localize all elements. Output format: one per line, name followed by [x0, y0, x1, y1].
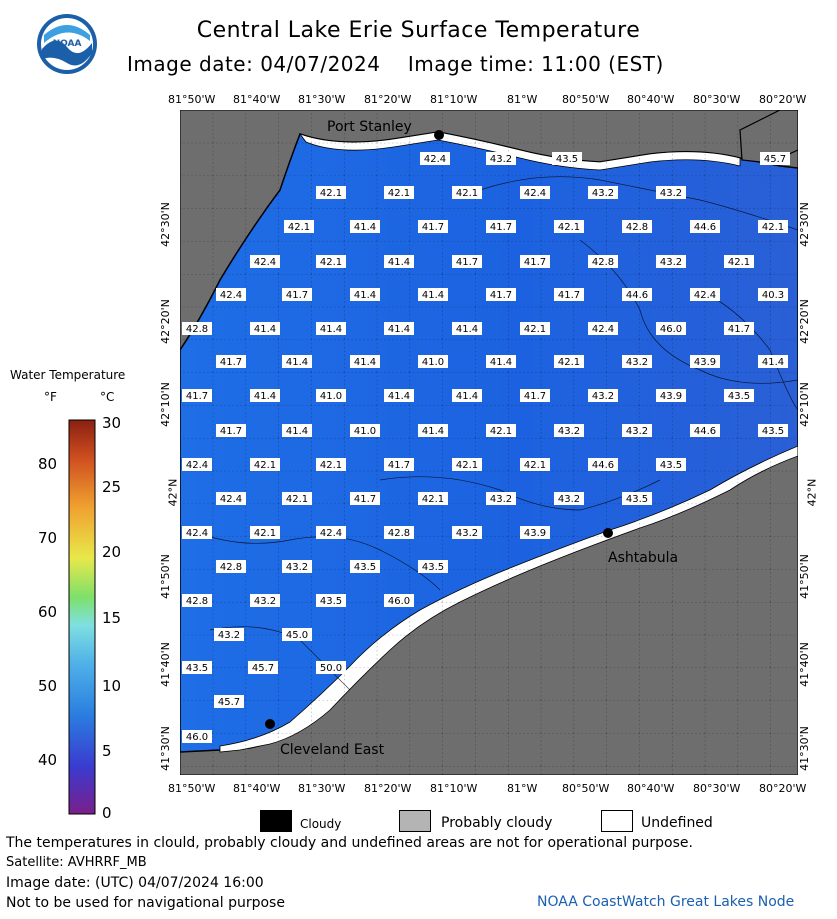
temp-label: 42.1: [253, 460, 277, 471]
lat-tick: 41°30'N: [797, 726, 811, 771]
celsius-tick: 30: [102, 414, 122, 432]
temp-label: 41.4: [421, 290, 445, 301]
temp-label: 43.2: [285, 562, 309, 573]
temp-label: 42.8: [591, 257, 615, 268]
fahrenheit-tick: 60: [38, 603, 58, 621]
probably-cloudy-swatch: [399, 810, 431, 832]
credit-text: NOAA CoastWatch Great Lakes Node: [537, 894, 795, 910]
temp-label: 42.1: [421, 494, 445, 505]
temp-label: 44.6: [625, 290, 649, 301]
lon-tick: 81°50'W: [168, 93, 216, 106]
temp-label: 42.4: [185, 528, 209, 539]
temp-label: 42.1: [455, 460, 479, 471]
lat-tick: 42°20'N: [158, 299, 172, 344]
temp-label: 41.4: [285, 357, 309, 368]
temp-label: 43.2: [253, 596, 277, 607]
temp-label: 42.4: [185, 460, 209, 471]
temperature-map: [180, 110, 798, 775]
temp-label: 41.4: [319, 324, 343, 335]
temp-label: 42.1: [557, 222, 581, 233]
lon-tick: 80°30'W: [693, 782, 741, 795]
temp-label: 41.7: [421, 222, 445, 233]
temperature-colorbar: [68, 418, 96, 816]
temp-label: 42.4: [219, 290, 243, 301]
unit-fahrenheit: °F: [44, 390, 57, 404]
celsius-tick: 0: [102, 804, 112, 822]
temp-label: 42.1: [761, 222, 785, 233]
temp-label: 42.1: [523, 460, 547, 471]
ashtabula-marker: [603, 528, 613, 538]
lat-tick: 42°10'N: [158, 382, 172, 427]
temp-label: 43.2: [557, 426, 581, 437]
temp-label: 42.4: [423, 154, 447, 165]
fahrenheit-tick: 50: [38, 677, 58, 695]
cloudy-label: Cloudy: [300, 817, 342, 831]
temp-label: 44.6: [693, 426, 717, 437]
celsius-tick: 15: [102, 609, 122, 627]
right-latitude-axis: [797, 110, 819, 775]
temp-label: 41.4: [455, 391, 479, 402]
temp-label: 42.8: [387, 528, 411, 539]
lon-tick: 81°40'W: [233, 782, 281, 795]
temp-label: 41.4: [421, 426, 445, 437]
temp-label: 41.4: [489, 357, 513, 368]
lon-tick: 80°50'W: [562, 782, 610, 795]
port-stanley-marker: [434, 130, 444, 140]
temp-label: 41.4: [455, 324, 479, 335]
temp-label: 42.8: [185, 596, 209, 607]
temp-label: 41.4: [387, 324, 411, 335]
temp-label: 42.4: [523, 188, 547, 199]
temp-label: 41.7: [353, 494, 377, 505]
lat-tick: 42°30'N: [797, 202, 811, 247]
temp-label: 43.2: [625, 357, 649, 368]
lat-tick: 42°N: [166, 478, 180, 507]
cleveland-east-label: Cleveland East: [280, 742, 385, 758]
left-latitude-axis: [158, 110, 180, 775]
temp-label: 43.9: [659, 391, 683, 402]
image-date-time: Image date: 04/07/2024 Image time: 11:00 (EST): [127, 52, 664, 76]
temp-label: 42.1: [557, 357, 581, 368]
temp-label: 41.7: [387, 460, 411, 471]
cloudy-swatch: [260, 810, 292, 832]
temp-label: 45.7: [763, 154, 787, 165]
temp-label: 43.5: [761, 426, 785, 437]
lon-tick: 81°W: [507, 93, 538, 106]
lon-tick: 81°40'W: [233, 93, 281, 106]
undefined-swatch: [601, 810, 633, 832]
temp-label: 46.0: [387, 596, 411, 607]
temp-label: 41.4: [387, 391, 411, 402]
temp-label: 41.7: [185, 391, 209, 402]
temp-label: 43.2: [659, 188, 683, 199]
lat-tick: 41°50'N: [797, 554, 811, 599]
temp-label: 46.0: [659, 324, 683, 335]
temp-label: 41.0: [319, 391, 343, 402]
temp-label: 43.2: [217, 630, 241, 641]
temp-label: 41.4: [353, 290, 377, 301]
temp-label: 42.8: [625, 222, 649, 233]
undefined-label: Undefined: [641, 815, 713, 831]
lon-tick: 81°W: [507, 782, 538, 795]
celsius-tick: 5: [102, 742, 112, 760]
graticule: [180, 110, 798, 775]
temp-label: 41.4: [253, 391, 277, 402]
temp-label: 42.4: [219, 494, 243, 505]
temp-label: 41.7: [523, 257, 547, 268]
temp-label: 42.8: [219, 562, 243, 573]
temp-label: 42.1: [319, 188, 343, 199]
temp-label: 43.2: [489, 154, 513, 165]
ashtabula-label: Ashtabula: [608, 550, 679, 566]
temp-label: 43.2: [489, 494, 513, 505]
lon-tick: 81°30'W: [298, 782, 346, 795]
temp-label: 43.5: [421, 562, 445, 573]
temp-label: 42.1: [455, 188, 479, 199]
temp-label: 46.0: [185, 732, 209, 743]
fahrenheit-tick: 70: [38, 529, 58, 547]
temp-label: 43.2: [625, 426, 649, 437]
lat-tick: 42°10'N: [797, 382, 811, 427]
legend-title: Water Temperature: [10, 368, 126, 382]
temp-label: 43.2: [557, 494, 581, 505]
temp-label: 42.1: [253, 528, 277, 539]
lon-tick: 81°30'W: [298, 93, 346, 106]
temp-label: 41.7: [285, 290, 309, 301]
unit-celsius: °C: [100, 390, 115, 404]
temp-label: 41.7: [219, 357, 243, 368]
lat-tick: 41°40'N: [797, 642, 811, 687]
lon-tick: 80°30'W: [693, 93, 741, 106]
temp-label: 42.1: [285, 494, 309, 505]
lat-tick: 42°30'N: [158, 202, 172, 247]
temp-label: 42.1: [319, 257, 343, 268]
lon-tick: 80°40'W: [627, 93, 675, 106]
temp-label: 43.5: [727, 391, 751, 402]
probably-cloudy-label: Probably cloudy: [441, 815, 553, 831]
fahrenheit-tick: 40: [38, 751, 58, 769]
temp-label: 40.3: [761, 290, 785, 301]
celsius-tick: 25: [102, 478, 122, 496]
lat-tick: 41°40'N: [158, 642, 172, 687]
lon-tick: 80°20'W: [759, 93, 807, 106]
temp-label: 41.4: [387, 257, 411, 268]
temp-label: 50.0: [319, 663, 343, 674]
logo-text: NOAA: [52, 39, 82, 49]
temp-label: 44.6: [591, 460, 615, 471]
temp-label: 43.2: [591, 188, 615, 199]
temp-label: 45.7: [217, 697, 241, 708]
temp-label: 41.7: [523, 391, 547, 402]
temp-label: 42.4: [591, 324, 615, 335]
temp-label: 43.5: [555, 154, 579, 165]
lon-tick: 81°20'W: [364, 782, 412, 795]
temp-label: 41.4: [285, 426, 309, 437]
page-title: Central Lake Erie Surface Temperature: [196, 18, 641, 43]
utc-date-text: Image date: (UTC) 04/07/2024 16:00: [6, 875, 264, 891]
temp-label: 45.0: [285, 630, 309, 641]
temp-label: 44.6: [693, 222, 717, 233]
port-stanley-label: Port Stanley: [327, 119, 412, 135]
temp-label: 41.4: [761, 357, 785, 368]
temp-label: 41.4: [353, 222, 377, 233]
lon-tick: 80°50'W: [562, 93, 610, 106]
celsius-tick: 10: [102, 677, 122, 695]
lon-tick: 81°50'W: [168, 782, 216, 795]
temp-label: 43.5: [319, 596, 343, 607]
lat-tick: 42°N: [805, 478, 819, 507]
top-longitude-axis: [0, 93, 837, 107]
temp-label: 41.4: [353, 357, 377, 368]
temp-label: 41.7: [489, 222, 513, 233]
temp-label: 43.5: [185, 663, 209, 674]
temp-label: 42.1: [523, 324, 547, 335]
temp-label: 42.1: [727, 257, 751, 268]
satellite-text: Satellite: AVHRRF_MB: [6, 855, 147, 870]
lat-tick: 41°30'N: [158, 726, 172, 771]
temp-label: 41.4: [253, 324, 277, 335]
temp-label: 41.7: [455, 257, 479, 268]
lon-tick: 80°20'W: [759, 782, 807, 795]
temp-label: 43.9: [523, 528, 547, 539]
fahrenheit-tick: 80: [38, 455, 58, 473]
cleveland-east-marker: [265, 719, 275, 729]
temp-label: 41.0: [421, 357, 445, 368]
temp-label: 42.4: [319, 528, 343, 539]
temp-label: 42.1: [319, 460, 343, 471]
temp-label: 43.5: [659, 460, 683, 471]
temp-label: 42.8: [185, 324, 209, 335]
temp-label: 41.7: [557, 290, 581, 301]
disclaimer-text: The temperatures in clould, probably cloudy and undefined areas are not for operational purpose.: [6, 835, 693, 851]
temp-label: 43.5: [625, 494, 649, 505]
celsius-tick: 20: [102, 543, 122, 561]
temp-label: 42.1: [489, 426, 513, 437]
temp-label: 43.5: [353, 562, 377, 573]
lat-tick: 41°50'N: [158, 554, 172, 599]
temp-label: 41.7: [727, 324, 751, 335]
temp-label: 42.4: [693, 290, 717, 301]
lon-tick: 81°20'W: [364, 93, 412, 106]
temp-label: 41.0: [353, 426, 377, 437]
lon-tick: 80°40'W: [627, 782, 675, 795]
temp-label: 42.4: [253, 257, 277, 268]
lon-tick: 81°10'W: [430, 782, 478, 795]
temp-label: 43.2: [455, 528, 479, 539]
temp-label: 41.7: [489, 290, 513, 301]
bottom-longitude-axis: [0, 782, 837, 796]
temp-label: 41.7: [219, 426, 243, 437]
temp-label: 42.1: [287, 222, 311, 233]
temp-label: 43.2: [591, 391, 615, 402]
temp-label: 45.7: [251, 663, 275, 674]
navigation-warning: Not to be used for navigational purpose: [6, 895, 285, 911]
temp-label: 43.2: [659, 257, 683, 268]
temp-label: 43.9: [693, 357, 717, 368]
lon-tick: 81°10'W: [430, 93, 478, 106]
lat-tick: 42°20'N: [797, 299, 811, 344]
temp-label: 42.1: [387, 188, 411, 199]
